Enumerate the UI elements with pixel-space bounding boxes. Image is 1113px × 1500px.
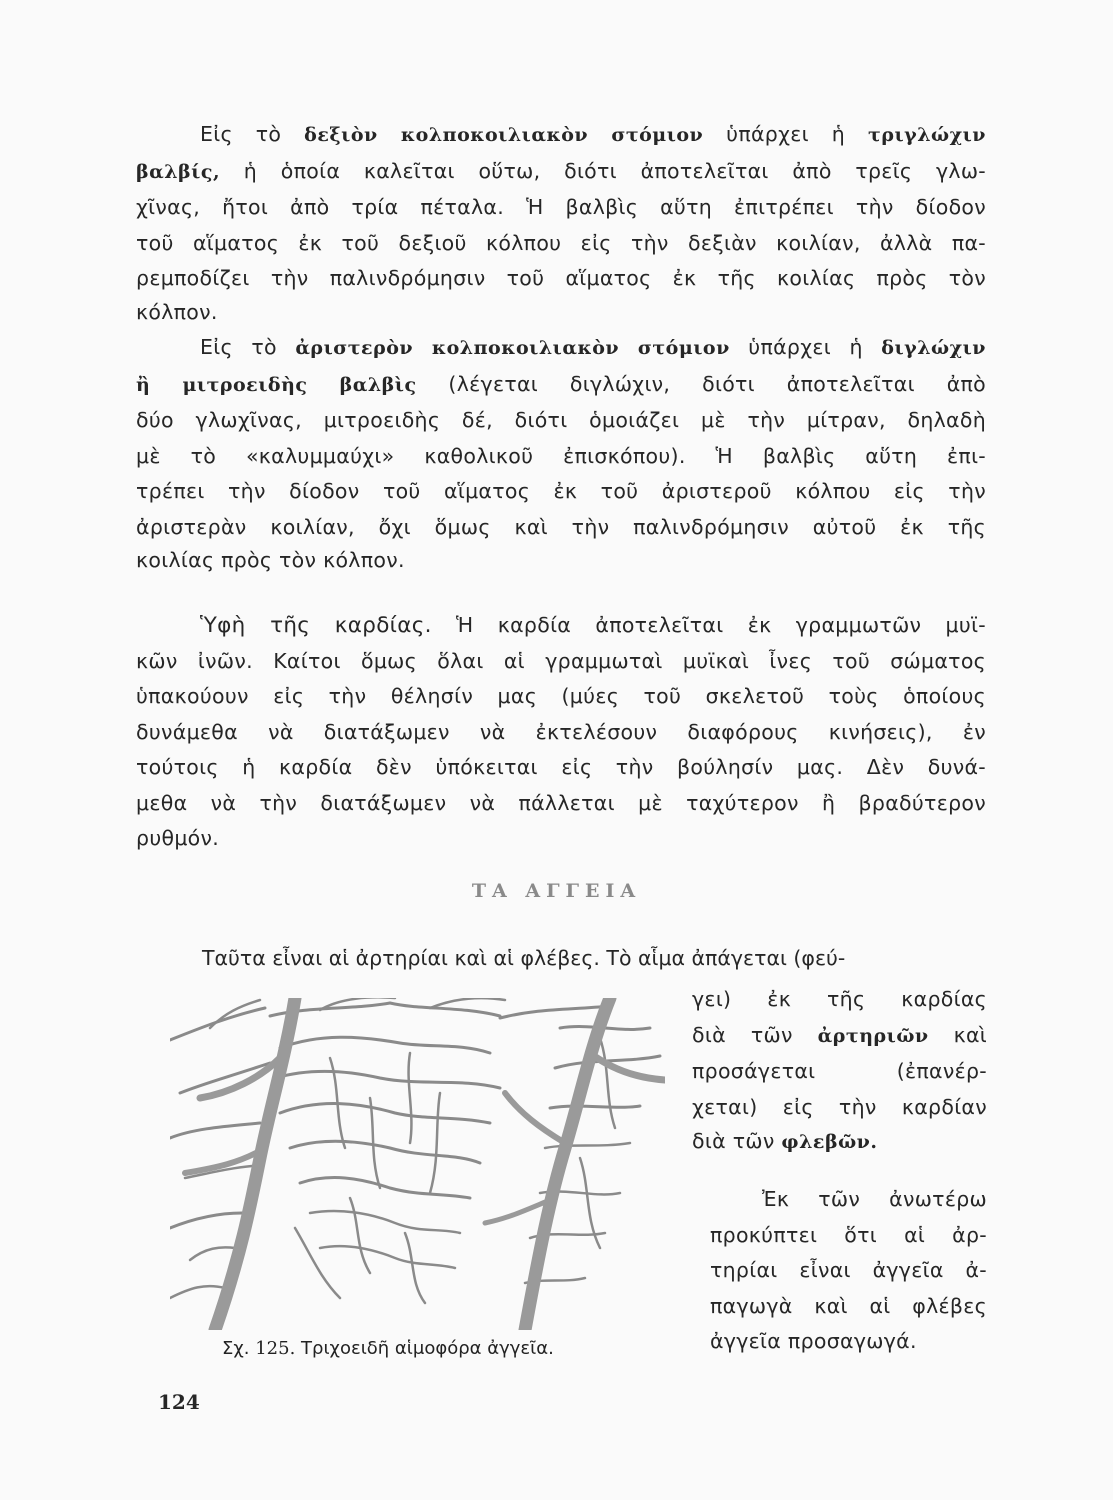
subheading: Ὑφὴ τῆς καρδίας. <box>200 613 432 638</box>
text-line: κοιλίας πρὸς τὸν κόλπον. <box>136 548 405 572</box>
caption-prefix: Σχ. <box>222 1338 250 1359</box>
caption-text: Τριχοειδῆ αἱμοφόρα ἀγγεῖα. <box>301 1338 554 1359</box>
bold-term: ἀρτηριῶν <box>817 1024 929 1047</box>
vessels-conclusion <box>710 1182 987 1324</box>
vessels-side-text-end <box>692 1124 987 1161</box>
vessels-intro-line: Ταῦτα εἶναι αἱ ἀρτηρίαι καὶ αἱ φλέβες. Τὸ αἷμα ἀπάγεται (φεύ- <box>202 946 846 970</box>
paragraph-tricuspid <box>136 117 986 297</box>
text-line: ὑπακούουν εἰς τὴν θέλησίν μας (μύες τοῦ σκελετοῦ τοὺς ὁποίους <box>136 684 986 708</box>
vessels-conclusion-end <box>710 1324 1005 1360</box>
text: Εἰς τὸ <box>200 335 296 359</box>
bold-term: ἀριστερὸν κολποκοιλιακὸν στόμιον <box>295 337 730 359</box>
text-line: τοῦ αἵματος ἐκ τοῦ δεξιοῦ κόλπου εἰς τὴν δεξιὰν κοιλίαν, ἀλλὰ πα- <box>136 230 986 255</box>
text-line: Ἐκ τῶν ἀνωτέρω <box>762 1187 987 1211</box>
text: διὰ τῶν <box>692 1022 818 1047</box>
text-line: ρεμποδίζει τὴν παλινδρόμησιν τοῦ αἵματος ἐκ τῆς κοιλίας πρὸς τὸν <box>136 266 986 290</box>
paragraph-heart-tissue-end <box>136 821 986 857</box>
text-line: ρυθμόν. <box>136 826 220 850</box>
bold-term: διγλώχιν <box>881 337 986 359</box>
text-line: δύο γλωχῖνας, μιτροειδὴς δέ, διότι ὁμοιάζει μὲ τὴν μίτραν, δηλαδὴ <box>136 408 986 432</box>
text-line: τούτοις ἡ καρδία δὲν ὑπόκειται εἰς τὴν βούλησίν μας. Δὲν δυνά- <box>136 755 986 779</box>
bold-term: φλεβῶν. <box>781 1131 878 1153</box>
text: (λέγεται διγλώχιν, διότι ἀποτελεῖται ἀπὸ <box>416 371 986 396</box>
text-line: δυνάμεθα νὰ διατάξωμεν νὰ ἐκτελέσουν διαφόρους κινήσεις), ἐν <box>136 719 986 744</box>
text-line: γει) ἐκ τῆς καρδίας <box>692 987 987 1011</box>
text-line: κόλπον. <box>136 300 218 324</box>
bold-term: ἢ μιτροειδὴς βαλβὶς <box>136 373 417 396</box>
capillary-vessels-figure <box>170 998 665 1330</box>
paragraph-heart-tissue <box>136 608 986 821</box>
main-vessels <box>185 998 665 1330</box>
text-line: ἀριστερὰν κοιλίαν, ὄχι ὅμως καὶ τὴν παλινδρόμησιν αὐτοῦ ἐκ τῆς <box>136 514 986 539</box>
paragraph-tricuspid-end <box>136 295 986 331</box>
text: ὑπάρχει ἡ <box>729 335 882 359</box>
text-line: παγωγὰ καὶ αἱ φλέβες <box>710 1293 987 1318</box>
text: καὶ <box>928 1022 988 1047</box>
vessels-side-text <box>692 982 987 1125</box>
figure-caption <box>222 1338 554 1359</box>
paragraph-mitral <box>136 330 986 545</box>
text-line: προκύπτει ὅτι αἱ ἀρ- <box>710 1222 987 1247</box>
text-line: τρέπει τὴν δίοδον τοῦ αἵματος ἐκ τοῦ ἀριστεροῦ κόλπου εἰς τὴν <box>136 479 986 503</box>
text: Ἡ καρδία ἀποτελεῖται ἐκ γραμμωτῶν μυϊ- <box>431 613 986 637</box>
text-line: τηρίαι εἶναι ἀγγεῖα ἀ- <box>710 1258 987 1282</box>
text: ἡ ὁποία καλεῖται οὕτω, διότι ἀποτελεῖται ἀπὸ τρεῖς γλω- <box>220 158 986 183</box>
text: Εἰς τὸ <box>200 122 305 146</box>
text-line: χῖνας, ἤτοι ἀπὸ τρία πέταλα. Ἡ βαλβὶς αὕτη ἐπιτρέπει τὴν δίοδον <box>136 195 986 219</box>
text-line: μεθα νὰ τὴν διατάξωμεν νὰ πάλλεται μὲ ταχύτερον ἢ βραδύτερον <box>136 790 986 815</box>
text-line: κῶν ἰνῶν. Καίτοι ὅμως ὅλαι αἱ γραμμωταὶ μυϊκαὶ ἶνες τοῦ σώματος <box>136 648 986 673</box>
text-line: μὲ τὸ «καλυμμαύχι» καθολικοῦ ἐπισκόπου). Ἡ βαλβὶς αὕτη ἐπι- <box>136 443 986 468</box>
bold-term: δεξιὸν κολποκοιλιακὸν στόμιον <box>304 124 704 146</box>
text-line: χεται) εἰς τὴν καρδίαν <box>692 1094 987 1119</box>
bold-term: τριγλώχιν <box>868 124 986 146</box>
bold-term: βαλβίς, <box>136 160 221 183</box>
paragraph-mitral-end <box>136 543 986 579</box>
text-line: προσάγεται (ἐπανέρ- <box>692 1059 987 1083</box>
caption-number: 125. <box>255 1338 296 1359</box>
text: ὑπάρχει ἡ <box>703 122 869 146</box>
section-title: ΤΑ ΑΓΓΕΙΑ <box>471 880 642 902</box>
text-line: ἀγγεῖα προσαγωγά. <box>710 1329 917 1353</box>
page-number: 124 <box>158 1390 200 1414</box>
text: διὰ τῶν <box>692 1129 782 1153</box>
